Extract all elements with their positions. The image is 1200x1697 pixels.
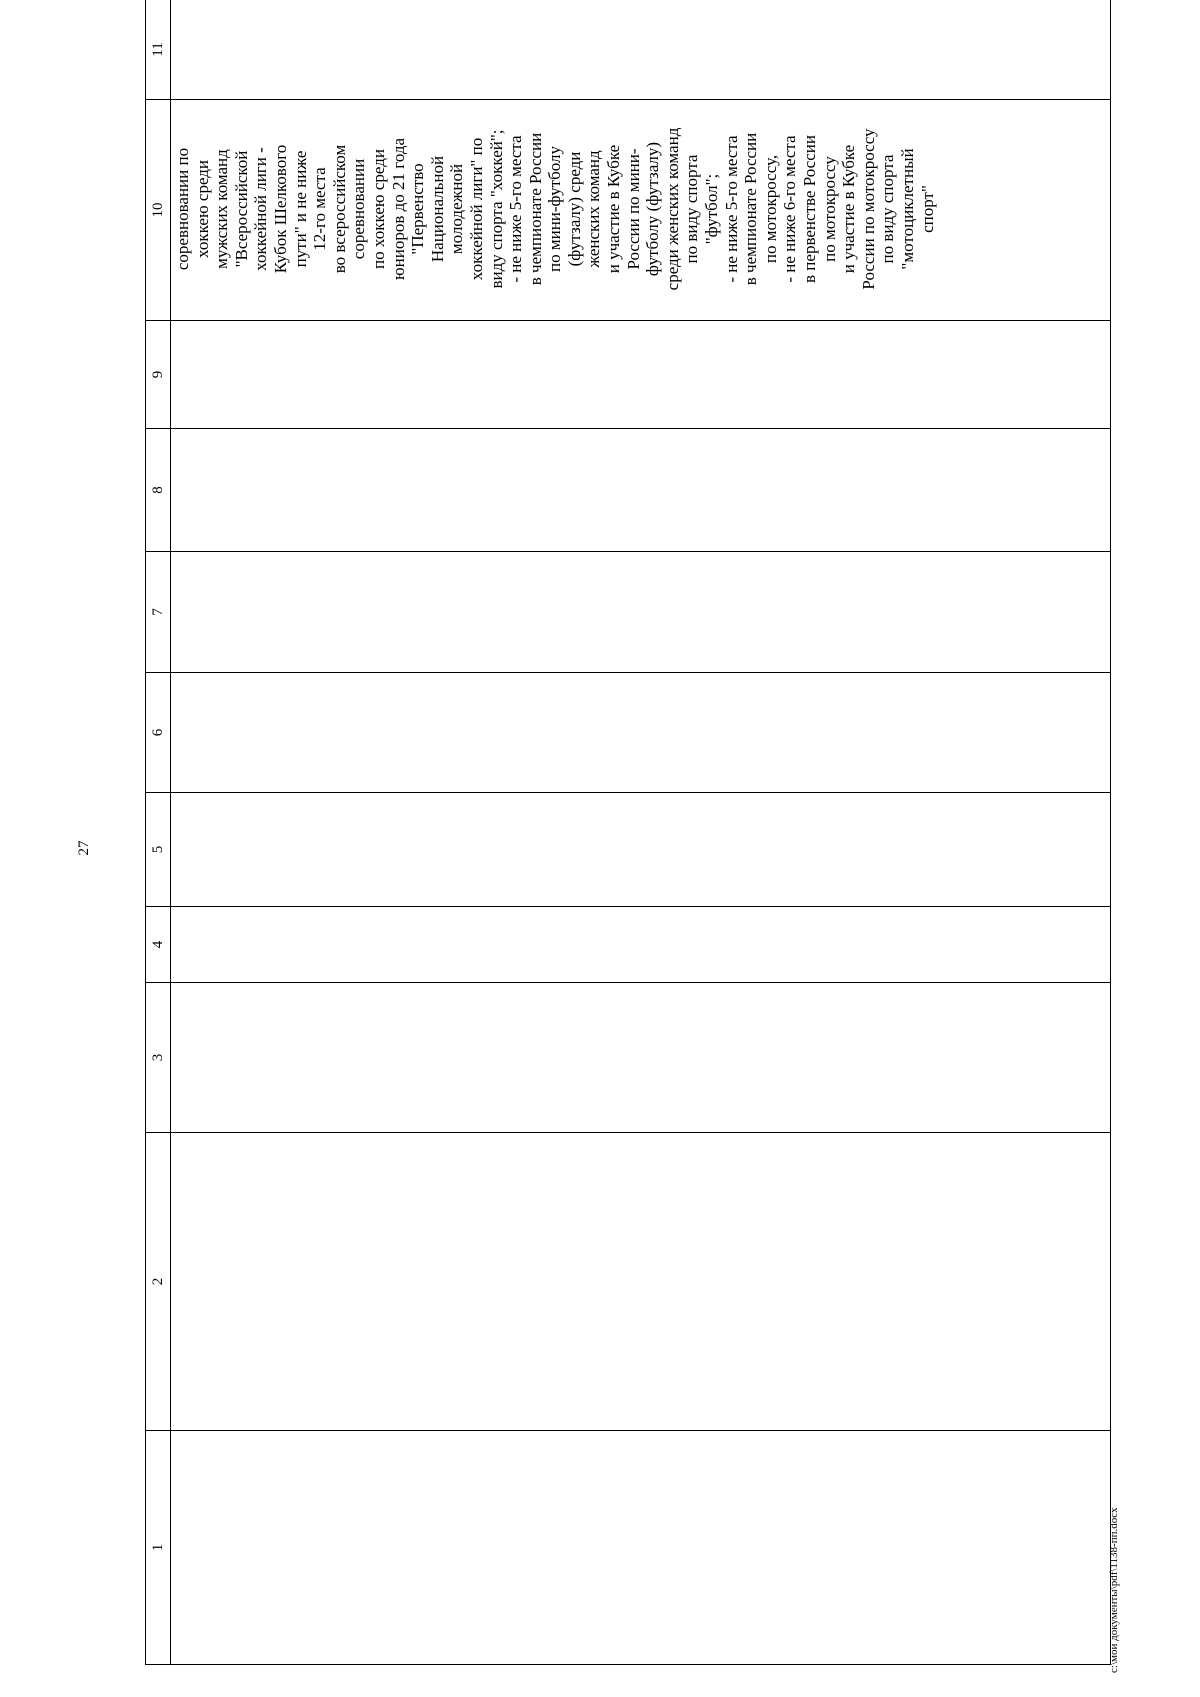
table-row bbox=[171, 0, 1111, 1665]
table-header-row bbox=[146, 0, 171, 1665]
cell-col-6 bbox=[171, 673, 1111, 793]
document-table bbox=[145, 0, 1111, 1665]
cell-col-2 bbox=[171, 1133, 1111, 1431]
cell-col-9 bbox=[171, 321, 1111, 429]
cell-col-4 bbox=[171, 907, 1111, 983]
column-header-6: 6 bbox=[146, 673, 171, 793]
cell-col-7 bbox=[171, 552, 1111, 673]
column-header-2: 2 bbox=[146, 1133, 171, 1431]
column-header-7: 7 bbox=[146, 552, 171, 673]
column-header-3: 3 bbox=[146, 983, 171, 1133]
cell-col-3 bbox=[171, 983, 1111, 1133]
sports-criteria-text: соревновании по хоккею среди мужских команд "Всероссийской хоккейной лиги - Кубок Шелкового пути" и не ниже 12-го места во всероссийском соревновании по хоккею среди юниоров до 21 года "Первенство Национальной молодежной хоккейной лиги" по виду спорта "хоккей"; - не ниже 5-го места в чемпионате России по мини-футболу (футзалу) среди женских команд и участие в Кубке России по мини- футболу (футзалу) среди женских команд по виду спорта "футбол"; - не ниже 5-го места в чемпионате России по мотокроссу, - не ниже 6-го места в первенстве России по мотокроссу и участие в Кубке России по мотокроссу по виду спорта "мотоциклетный спорт" bbox=[173, 127, 937, 291]
column-header-4: 4 bbox=[146, 907, 171, 983]
file-path-footer: c:\мои документы\pdf\1138-пп.docx bbox=[1108, 1507, 1120, 1673]
column-header-1: 1 bbox=[146, 1431, 171, 1665]
column-header-9: 9 bbox=[146, 321, 171, 429]
column-header-5: 5 bbox=[146, 793, 171, 907]
column-header-11: 11 bbox=[146, 0, 171, 100]
column-header-10: 10 bbox=[146, 100, 171, 321]
cell-col-10 bbox=[171, 100, 1111, 321]
cell-col-1 bbox=[171, 1431, 1111, 1665]
column-header-8: 8 bbox=[146, 429, 171, 552]
cell-col-11 bbox=[171, 0, 1111, 100]
page-number: 27 bbox=[76, 840, 92, 856]
cell-col-8 bbox=[171, 429, 1111, 552]
cell-col-5 bbox=[171, 793, 1111, 907]
